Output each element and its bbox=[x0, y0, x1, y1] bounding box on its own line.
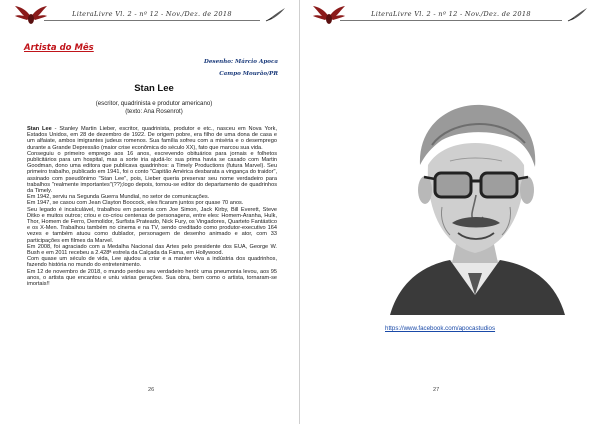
left-page-header bbox=[18, 7, 286, 25]
section-title: Artista do Mês bbox=[24, 43, 94, 53]
right-page bbox=[300, 0, 600, 424]
body-paragraph: Em 1942, serviu na Segunda Guerra Mundial, no setor de comunicações. bbox=[27, 194, 210, 201]
drawing-credit: Desenho: Márcio Apoca bbox=[204, 59, 278, 65]
page-number: 27 bbox=[433, 387, 440, 393]
article-title: Stan Lee bbox=[134, 83, 174, 94]
body-paragraph: Conseguiu o primeiro emprego aos 16 anos, escrevendo obituários para jornais e folhetos publicitários para um hospital, mas a sorte iria ajudá-lo: sua prima havia se casado com Martin Goodman, dono uma editora que publicava quadrinhos: a Timely Productions (futura Marvel). Seu primeiro trabalho, publicado em 1941, foi o conto "Capitão América desbarata a vingança do traidor", assinado com pseudônimo "Stan Lee", pois, Lieber queria preservar seu nome verdadeiro para trabalhos "realmente importantes"(??);logo depois, tornou-se editor do departamento de quadrinhos da Timely. bbox=[27, 150, 277, 195]
quill-pen-icon bbox=[566, 7, 588, 23]
header-rule bbox=[340, 20, 562, 21]
body-paragraph: Em 1947, se casou com Jean Clayton Boocock, eles ficaram juntos por quase 70 anos. bbox=[27, 200, 244, 207]
article-body bbox=[27, 126, 277, 287]
body-paragraph: Seu legado é incalculável, trabalhou em parceria com Joe Simon, Jack Kirby, Bill Everett, Steve Ditko e muitos outros; criou e co-criou centenas de personagens, entre eles: Homem-Aranha, Hulk, Thor, Homem de Ferro, Demolidor, Surfista Prateado, Nick Fury, os Vingadores, Quarteto Fantástico e os X-Men. Trabalhou também no cinema e na TV, sendo creditado como produtor-executivo 164 vezes e também atuou como dublador, personagem de desenho animado e ator, com 33 participações em filmes da Marvel. bbox=[27, 206, 277, 244]
body-paragraph: Em 2008, foi agraciado com a Medalha Nacional das Artes pelo presidente dos EUA, George W. Bush e em 2011 recebeu a 2.428ª estrela da Calçada da Fama, em Hollywood. bbox=[27, 243, 277, 257]
facebook-link[interactable]: https://www.facebook.com/apocastudios bbox=[385, 325, 496, 332]
credit-location: Campo Mourão/PR bbox=[219, 71, 278, 77]
header-rule bbox=[44, 20, 260, 21]
quill-pen-icon bbox=[264, 7, 286, 23]
running-header: LiteraLivre Vl. 2 - nº 12 - Nov./Dez. de 2018 bbox=[371, 10, 531, 18]
lead-name: Stan Lee bbox=[27, 126, 52, 132]
text-author: (texto: Ana Rosenrot) bbox=[125, 108, 183, 115]
portrait-drawing bbox=[380, 95, 570, 315]
article-subtitle: (escritor, quadrinista e produtor americano) bbox=[95, 100, 213, 107]
right-page-header bbox=[314, 7, 588, 25]
body-paragraph: Em 12 de novembro de 2018, o mundo perdeu seu verdadeiro herói: uma pneumonia levou, aos 95 anos, o artista que encantou e uniu várias gerações. Sua obra, bem como o artista, tornaram-se imortais!! bbox=[27, 268, 277, 288]
body-paragraph: Com quase um século de vida, Lee ajudou a criar e a manter viva a indústria dos quadrinhos, fazendo história no mundo do entretenimento. bbox=[27, 256, 277, 269]
running-header: LiteraLivre Vl. 2 - nº 12 - Nov./Dez. de 2018 bbox=[72, 10, 232, 18]
page-number: 26 bbox=[148, 387, 155, 393]
body-paragraph: Stan Lee - Stanley Martin Lieber, escritor, quadrinista, produtor e etc., nasceu em Nova York, Estados Unidos, em 28 de dezembro de 1922. De origem pobre, era filho de uma dona de casa e um alfaiate, ambos imigrantes judeus romenos. Sua família sofreu com a miséria e o desemprego durante a Grande Depressão (maior crise econômica do século XX), fato que marcou sua vida. bbox=[27, 126, 277, 151]
